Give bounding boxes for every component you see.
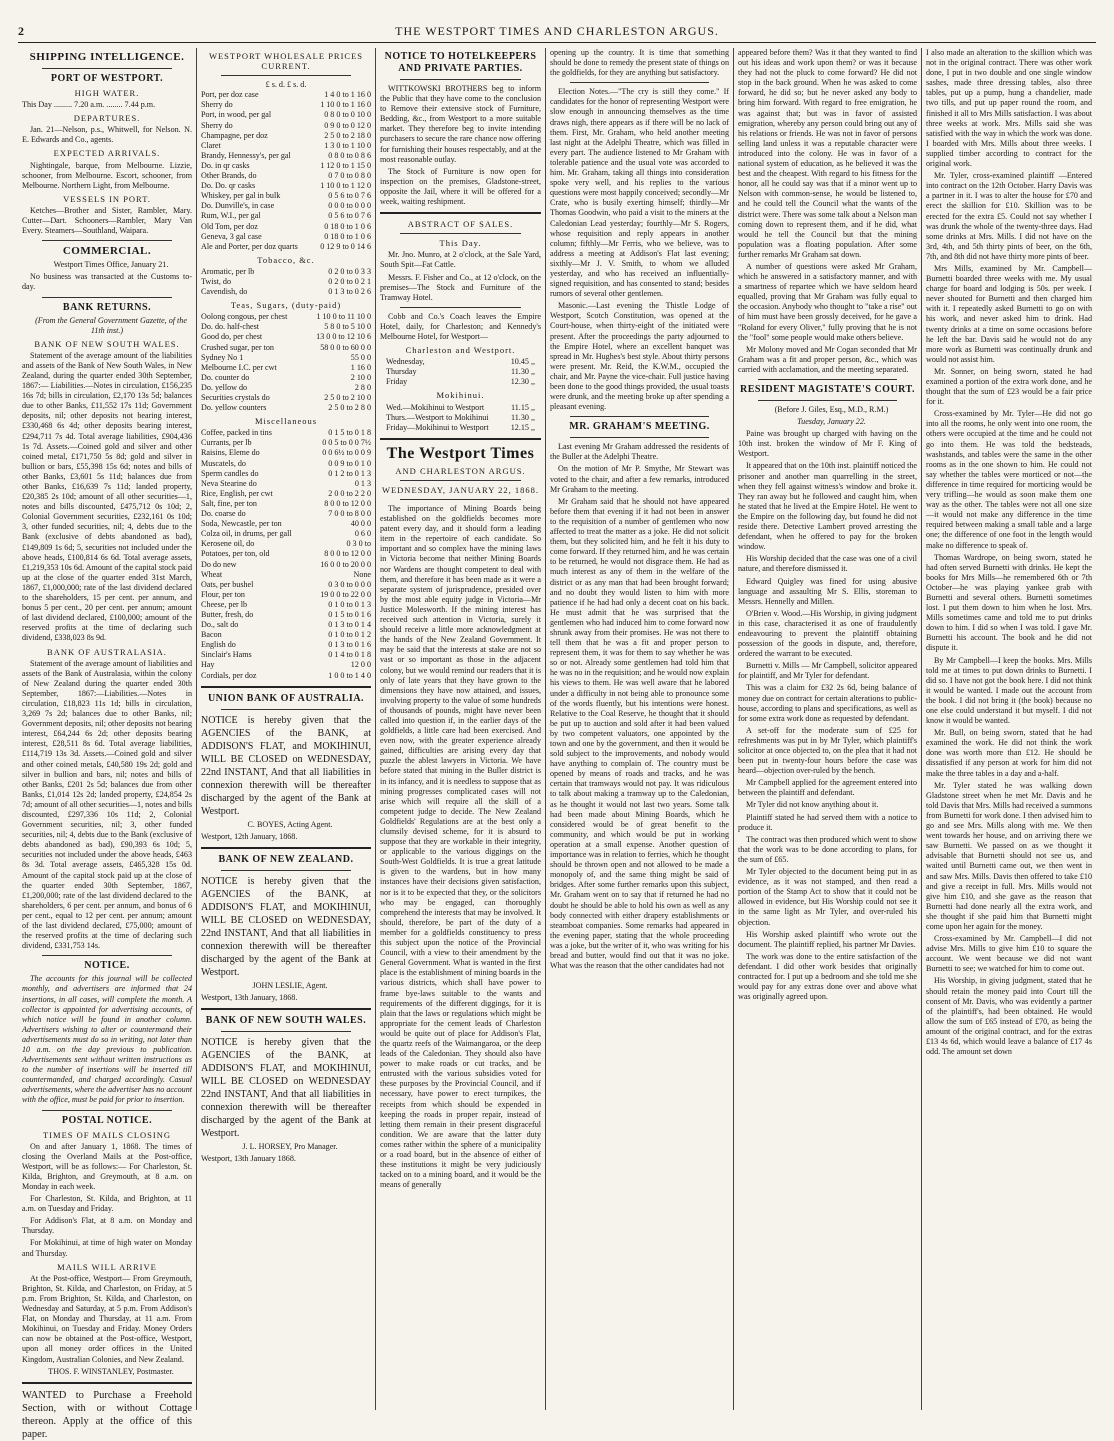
price-value: 0 0 5 to 0 0 7½ <box>322 438 371 448</box>
price-item: Port, per doz case <box>201 90 259 100</box>
commercial-heading: COMMERCIAL. <box>62 245 152 258</box>
price-item: Raisins, Eleme do <box>201 448 260 458</box>
schedule-day: Thurs.—Westport to Mokihinui <box>386 412 489 422</box>
nz-bank-heading: BANK OF NEW ZEALAND. <box>218 853 354 865</box>
price-item: Bacon <box>201 630 222 640</box>
price-value: 2 5 0 to 2 8 0 <box>328 403 371 413</box>
court-heading: RESIDENT MAGISTATE'S COURT. <box>740 384 915 395</box>
testimony-5: Cross-examined by Mr. Tyler—He did not go into all the rooms, he only went into one room, the others were occupied at the time and he could not go into them. He was told the bedsteads, washstands, and tables were the same in the other rooms as in the one shown to him. He could not say whether the tables were morticed or not—the difference in time required for morticing would be very trifling—he would as soon make them one way as the other. The tables were not all one size—it would not make any difference in the time required between making a small table and a large one; the difference of one foot in the length would make no difference to speak of. <box>926 409 1092 550</box>
price-row <box>201 363 371 373</box>
price-item: Do. Dunville's, in case <box>201 201 275 211</box>
price-value: 1 0 0 to 1 4 0 <box>328 670 371 680</box>
price-value: 2 5 0 to 2 18 0 <box>324 130 371 140</box>
schedule-mokihinui <box>380 403 541 433</box>
commercial-date: Westport Times Office, January 21. <box>53 260 169 270</box>
price-item: Oats, per bushel <box>201 579 254 589</box>
price-value: 1 10 0 to 11 10 0 <box>316 312 371 322</box>
price-row <box>201 312 371 322</box>
price-item: Sherry do <box>201 120 233 130</box>
schedule-time: 11.30 ,, <box>511 367 535 377</box>
court-para-10: Mr Tyler did not know anything about it. <box>746 800 879 810</box>
shipping-heading: SHIPPING INTELLIGENCE. <box>29 51 185 63</box>
price-value: 0 8 0 to 0 8 6 <box>328 150 371 160</box>
price-value: 0 1 3 to 0 1 6 <box>328 640 371 650</box>
price-row <box>201 211 371 221</box>
schedule-row <box>380 423 541 433</box>
price-row <box>201 549 371 559</box>
price-item: Coffee, packed in tins <box>201 428 272 438</box>
price-value: 8 0 0 to 12 0 0 <box>324 549 371 559</box>
expected-text: Nightingale, barque, from Melbourne. Lizzie, schooner, from Melbourne. Escort, schooner, from Melbourne. Northern Light, from Melbourne. <box>22 160 192 190</box>
court-para-14: His Worship asked plaintiff who wrote out the document. The plaintiff replied, his partner Mr Davies. <box>738 929 917 949</box>
price-item: Flour, per ton <box>201 589 245 599</box>
this-day-heading: This Day. <box>439 238 482 249</box>
paper-title: The Westport Times <box>386 444 535 462</box>
port-heading: PORT OF WESTPORT. <box>50 73 164 84</box>
vessels-heading: VESSELS IN PORT. <box>63 193 151 204</box>
price-item: Potatoes, per ton, old <box>201 549 270 559</box>
price-item: Good do, per chest <box>201 332 263 342</box>
price-value: 0 12 9 to 0 14 6 <box>320 241 371 251</box>
price-row <box>201 100 371 110</box>
price-item: Securities crystals do <box>201 393 270 402</box>
price-row <box>201 580 371 590</box>
price-value: 1 12 0 to 1 15 0 <box>320 160 371 170</box>
testimony-8: Mr. Bull, on being sworn, stated that he had examined the work. He did not think the work done was worth more than £12. He should be dissatisfied if any person at work for him did not make the three tables in a day and a-half. <box>926 728 1092 778</box>
schedule-row <box>380 413 541 423</box>
price-row <box>201 191 371 201</box>
nsw-bank-heading: BANK OF NEW SOUTH WALES. <box>205 1015 367 1026</box>
price-item: Salt, fine, per ton <box>201 498 257 508</box>
hotelkeepers-notice-2: The Stock of Furniture is now open for inspection on the premises, Gladstone-street, opposite the Jail, where it will be offered for a week, waiting reshipment. <box>380 166 541 207</box>
price-item: Melbourne I.C. per cwt <box>201 362 277 372</box>
price-row <box>201 509 371 519</box>
price-row <box>201 110 371 120</box>
column-6 <box>921 48 1096 1410</box>
australasia-statement: Statement of the average amount of liabilities and assets of the Bank of Australasia, within the colony of New Zealand during the quarter ended 30th September, 1867:—Liabilities.—Notes in circulation, £18,823 11s 1d; bills in circulation, 3,269 7s 2d; balances due to other Banks, nil; Government deposits, nil; other deposits not bearing interest, £64,244 6s 2d; other deposits bearing interest, £28,511 8s 6d. Total average liabilities, £114,719 13s 3d. Assets.—Coined gold and silver and other coined metals, £40,580 19s 2d; gold and silver in bullion and bars, nil; notes and bills of other Banks, £201 2s 5d; balances due from other Banks, £1,014 12s 2d; landed property, £24,854 2s 7d; amount of all other securities—1, notes and bills discounted, £297,336 10s 11d; 2, Colonial Government securities, nil; 3, other funded securities, nil; 4, debts due to the Bank (exclusive of debts abandoned as bad), £90,393 6s 10d; 5, securities not included under the above heads, £463 8s 3d. Total average assets, £465,328 15s 0d. Amount of the capital stock paid up at the close of the quarter ended 30th September, 1867, £1,200,000; rate of the last dividend declared to the shareholders, 6 per cent. per annum, and bonus of 6 per cent., equal to 12 per cent. per annum; amount of the last dividend declared, £75,000; amount of the reserved profits at the time of declaring such dividend, £331,753 14s. <box>22 658 192 951</box>
testimony-10: Cross-examined by Mr. Campbell—I did not advise Mrs. Mills to give him £10 to square the account. We went because we did not want Burnetti to see; we watched for him to come out. <box>926 934 1092 974</box>
abstract-heading: ABSTRACT OF SALES. <box>407 219 514 230</box>
column-4 <box>545 48 733 1410</box>
price-item: Rum, W.I., per gal <box>201 211 261 221</box>
price-item: Brandy, Hennessy's, per gal <box>201 150 291 160</box>
price-value: 2 8 0 <box>354 382 371 392</box>
price-value: 1 10 0 to 1 16 0 <box>320 100 371 110</box>
price-row <box>201 671 371 681</box>
court-para-8: A set-off for the moderate sum of £25 for refreshments was put in by Mr Tyler, which plaintiff's solicitor at once objected to, on the plea that it had not been put in twenty-four hours before the case was heard—objection over-ruled by the bench. <box>738 725 917 776</box>
price-row <box>201 201 371 211</box>
price-row <box>201 620 371 630</box>
price-section-heading: Tobacco, &c. <box>257 254 315 265</box>
price-row <box>201 529 371 539</box>
price-row <box>201 660 371 670</box>
postal-text-2: For Charleston, St. Kilda, and Brighton, at 11 a.m. on Tuesday and Friday. <box>22 1194 192 1214</box>
price-item: Do. Do. qr casks <box>201 181 256 191</box>
price-row <box>201 459 371 469</box>
price-row <box>201 222 371 232</box>
notice-heading: NOTICE. <box>84 960 130 972</box>
hotelkeepers-heading: NOTICE TO HOTELKEEPERS AND PRIVATE PARTIES. <box>384 51 537 74</box>
price-value: 0 0 9 to 0 1 0 <box>328 458 371 468</box>
schedule-time: 11.15 ,, <box>511 402 535 412</box>
price-item: Sinclair's Hams <box>201 650 252 660</box>
price-value: 0 6 0 <box>354 529 371 539</box>
price-item: Muscatels, do <box>201 458 246 468</box>
court-date: Tuesday, January 22. <box>797 417 866 427</box>
price-value: 0 0 6½ to 0 0 9 <box>322 448 371 458</box>
price-row <box>201 469 371 479</box>
price-value: 16 0 0 to 20 0 0 <box>320 559 371 569</box>
expected-heading: EXPECTED ARRIVALS. <box>53 148 161 159</box>
court-para-15: The work was done to the entire satisfaction of the defendant. I did other work besides that originally contracted for. I put up a bedroom and she told me she would pay for any extras done over and above what was originally agreed upon. <box>738 951 917 1002</box>
mails-arrive-heading: MAILS WILL ARRIVE <box>57 1261 157 1272</box>
price-value: 0 2 0 to 0 2 1 <box>328 276 371 286</box>
price-row <box>201 438 371 448</box>
price-value: 0 1 5 to 0 1 6 <box>328 609 371 619</box>
price-value: 0 1 5 to 0 1 8 <box>328 428 371 438</box>
price-item: English do <box>201 640 236 650</box>
price-value: 0 7 0 to 0 8 0 <box>328 171 371 181</box>
price-value: None <box>353 569 371 579</box>
price-row <box>201 403 371 413</box>
price-row <box>201 232 371 242</box>
price-item: Crushed sugar, per ton <box>201 342 274 352</box>
editorial: The importance of Mining Boards being established on the goldfields becomes more patent every day, and it should form a leading item in the repertoire of each candidate. So important and so complex have the mining laws in Victoria become that neither Mining Boards nor Wardens are thought competent to deal with them, and therefore it has been made as it were a separate system of jurisprudence, presided over by the most able equity judge in Victoria—Mr Justice Molesworth. If the mining interest has received such attention in Victoria, surely it should receive a little more acknowledgment at the hands of the New Zealand Government. It may be said that the interests at stake are not so vast or so important as those in the adjacent colony, but we would remind our readers that it is only of late years that they have grown to the dimensions they have now attained, and issues, involving property to the value of some hundreds of thousands of pounds, might have never been called into question if, in the earlier days of the goldfields, a little care had been exercised. And even now, with the greater experience already gained, difficulties are arising every day that puzzle the ablest lawyers in Victoria. We have before stated that mining in the Buller district is in its infancy, and it is needless to suppose that as mining progresses complicated cases will not arise which will require all the skill of a competent judge to decide. The New Zealand Goldfields' Regulations are at the best only a clumsily devised scheme, for it is absurd to suppose that they are workable in their integrity, or applicable to the various diggings on the South-West Goldfields. It is true a great latitude is given to the wardens, but in how many instances have their decisions given satisfaction, nor is it to be expected that they, or the solicitors who may be engaged, can thoroughly comprehend the interests that may be involved. It should, therefore, be part of the duty of a member for a goldfields constituency to press this subject upon the notice of the Provincial Council, with a view to their amendment by the General Government. What is wanted in the first place is the establishment of mining boards in the various districts, which shall have power to frame bye-laws suitable to the wants and requirements of the different diggings, for it is plain that the laws or regulations which might be appropriate for the cement leads of Charleston would be quite out of place for Addison's Flat, the quartz reefs of the Waimangaroa, or the deep leads of the Caledonian. They should also have power to make roads or cut tracks, and be entrusted with the various subsidies voted for these purposes by the Provincial Council, and if necessary, have power to erect turnpikes, the receipts from which should be expended in keeping the roads in proper repair, instead of letting them remain in their present disgraceful condition. We are aware that the latter duty comes rather within the sphere of a municipality or a road board, but in the absence of either of these institutions it might be very judiciously tacked on to a mining board, and it would be the means of generally <box>380 504 541 1190</box>
union-bank-date: Westport, 12th January, 1868. <box>201 831 298 841</box>
price-item: Do do new <box>201 559 237 569</box>
testimony-1: I also made an alteration to the skillion which was not in the original contract. There was other work done, I put in two double and one single window sashes, made three dressing tables, also three tables, put up a pump, hung a chandelier, made two tills, and put up paper round the room, and finished it all to Mrs Mills satisfaction. I was about three weeks at work. Mrs. Mills said she was satisfied with the way in which the work was done. I boarded with Mrs. Mills about three weeks. I supplied timber according to contract for the original work. <box>926 48 1092 169</box>
schedule-day: Wednesday, <box>386 357 425 367</box>
testimony-4: Mr. Sonner, on being sworn, stated he had examined a portion of the extra work done, and he thought that the sum of £23 would be a fair price for it. <box>926 366 1092 407</box>
court-para-7: This was a claim for £32 2s 6d, being balance of money due on contract for certain alterations to public-house, according to plans and specifications, as well as for some extra work done as requested by defendant. <box>738 683 917 723</box>
price-item: Butter, fresh, do <box>201 609 254 619</box>
price-value: 0 9 0 to 0 12 0 <box>324 120 371 130</box>
paper-subtitle: AND CHARLESTON ARGUS. <box>395 465 526 476</box>
nsw-bank-notice: NOTICE is hereby given that the AGENCIES of the BANK, at ADDISON'S FLAT, and MOKIHINUI, WILL BE CLOSED on WEDNESDAY 22nd INSTANT, And that all liabilities in connexion therewith will be thereafter discharged by the agent of the Bank at Westport. <box>201 1037 371 1139</box>
nsw-bank-sign: J. L. HORSEY, Pro Manager. <box>242 1142 338 1151</box>
court-para-6: Burnetti v. Mills — Mr Campbell, solicitor appeared for plaintiff, and Mr Tyler for defendant. <box>738 661 917 681</box>
testimony-9: Mr. Tyler stated he was walking down Gladstone street when he met Mr. Davis and he told Davis that Mrs. Mills had received a summons from Burnetti for work done. I then advised him to go and see Mrs. Mills along with me. We then went towards her house, and on arriving there we saw Burnetti. We passed on as we thought it advisable that Burnetti should not see us, and waited until Burnetti came out, we then went in and saw Mrs. Mills. Davis then offered to take £10 and give a receipt in full. Mrs. Mills would not give him £10, and she gave as the reason that Burnetti had done nearly all the extra work, and she thought if she paid him that Burnetti might come upon her again for the money. <box>926 780 1092 931</box>
price-item: Do. in qr casks <box>201 160 250 170</box>
union-bank-notice: NOTICE is hereby given that the AGENCIES of the BANK, at ADDISON'S FLAT, and MOKIHINUI, WILL BE CLOSED on WEDNESDAY, 22nd INSTANT, And that all liabilities in connexion therewith will be thereafter discharged by the agent of the Bank at Westport. <box>201 714 371 817</box>
column-2 <box>196 48 375 1410</box>
postmaster-sign: THOS. F. WINSTANLEY, Postmaster. <box>48 1366 174 1376</box>
price-row <box>201 650 371 660</box>
currency-header: £ s. d. £ s. d. <box>265 80 307 90</box>
motion-para: Mr Molony moved and Mr Cogan seconded that Mr Graham was a fit and proper person, &c., which was carried with acclamation, and the meeting separated. <box>738 344 917 374</box>
sale-2: Messrs. F. Fisher and Co., at 12 o'clock, on the premises—The Stock and Furniture of the Tramway Hotel. <box>380 272 541 302</box>
price-value: 1 3 0 to 1 10 0 <box>324 140 371 150</box>
price-row <box>201 267 371 277</box>
column-3 <box>375 48 545 1410</box>
tide-times: This Day ......... 7.20 a.m. ........ 7.44 p.m. <box>22 100 156 110</box>
postal-text-1: On and after January 1, 1868. The times of closing the Overland Mails at the Post-office, Westport, will be as follows:— For Charleston, St. Kilda, Brighton, and Greymouth, at 8 a.m. on Monday in each week. <box>22 1141 192 1191</box>
price-row <box>201 171 371 181</box>
prices-heading: WESTPORT WHOLESALE PRICES CURRENT. <box>208 51 364 72</box>
arrive-text: At the Post-office, Westport— From Greymouth, Brighton, St. Kilda, and Charleston, on Friday, at 5 p.m. From Brighton, St. Kilda, and Charleston, on Wednesday and Saturday, at 5 p.m. From Addison's Flat, on Monday and Thursday, at 11 a.m. From Mokihinui, on Tuesday and Friday. Money Orders can now be obtained at the Post-office, Westport, upon all money order offices in the United Kingdom, Australian Colonies, and New Zealand. <box>22 1273 192 1364</box>
price-item: Do. yellow counters <box>201 403 267 413</box>
price-row <box>201 640 371 650</box>
sale-1: Mr. Jno. Munro, at 2 o'clock, at the Sale Yard, South Spit—Fat Cattle. <box>380 250 541 270</box>
price-row <box>201 151 371 161</box>
price-item: Cordials, per doz <box>201 670 257 680</box>
union-bank-heading: UNION BANK OF AUSTRALIA. <box>207 692 365 704</box>
price-row <box>201 448 371 458</box>
meeting-para-3: Mr Graham said that he should not have appeared before them that evening if it had not been in answer to the requisition of a number of gentlemen who now affected to treat the matter as a joke. He did not solicit them, but they solicited him, and he felt it his duty to come forward. If they returned him, and he was certain to be returned, he would not disgrace them. He had as much interest as any of them in the welfare of the district or as any man that had been brought forward; and no doubt they would listen to him with more patience if he had had only a decent coat on his back. He must admit that he was surprised that the gentlemen who had induced him to come forward now shrunk away from their promises. He was not there to tell them that he was a fit and proper person to represent them, it was for them to say whether he was so or not. Already some gentlemen had told him that he was no in the requisition; and he would now explain his views to them. He was well aware that he labored under a difficulty in not being able to pronounce some of the words fluently, but his intentions were honest. Relative to the Coal Reserve, he thought that it should be put up to auction and sold after it had been valued by two competent valuators, one appointed by the town and one by the government, and then it would be sold subject to the improvements, and nobody would have anything to complain of. The country must be opened by means of roads and tracks, and he was certain that tramways would not pay. It was ridiculous to talk about making a tramway up to the Caledonian, as he thought it would not last two years. Some talk had been made about Mining Boards, which he considered would be of great benefit to the community, and which would be put in working operation at a small expense. Another question of importance was in relation to ferries, which he thought should be thrown open and not allowed to be made a monopoly of, and the same thing might be said of bridges. After some further remarks upon this subject, Mr. Graham went on to say that if returned he had no doubt he should be able to hold his own as well as any body connected with either drapery establishments or steamboat companies. Some remarks had appeared in the evening paper, stating that the whole proceeding was a joke, but the writer of it, who was writing for his bread and butter, would find out that it was no joke. What was the reason that the other candidates had not <box>550 496 729 971</box>
price-row <box>201 560 371 570</box>
price-value: 0 18 0 to 1 0 6 <box>324 221 371 231</box>
price-row <box>201 181 371 191</box>
price-value: 1 4 0 to 1 16 0 <box>324 90 371 100</box>
price-item: Geneva, 3 gal case <box>201 231 262 241</box>
price-item: Hay <box>201 660 215 670</box>
price-row <box>201 242 371 252</box>
price-row <box>201 610 371 620</box>
nz-bank-notice: NOTICE is hereby given that the AGENCIES of the BANK, at ADDISON'S FLAT, and MOKIHINUI, WILL BE CLOSED on WEDNESDAY, 22nd INSTANT, And that all liabilities in connexion therewith will be thereafter discharged by the agent of the Bank at Westport. <box>201 875 371 978</box>
price-row <box>201 499 371 509</box>
price-value: 0 18 0 to 1 0 6 <box>324 231 371 241</box>
price-item: Sperm candles do <box>201 468 259 478</box>
nsw-statement: Statement of the average amount of the liabilities and assets of the Bank of New South Wales, in New Zealand, during the quarter ended 30th September, 1867:— Liabilities.—Notes in circulation, £156,235 16s 7d; bills in circulation, £2,170 13s 5d; balances due to other Banks, £11,552 17s 11d; Government deposits, nil; other deposits not bearing interest, £330,468 6s 4d; other deposits bearing interest, £294,711 7s 4d. Total average liabilities, £904,436 1s 7d. Assets.—Coined gold and silver and other coined metal, £171,750 5s 8d; gold and silver in bullion or bars, £55,398 15s 6d; notes and bills of other Banks, £3,601 5s 11d; balances due from other Banks, £16,639 7s 11d; landed property, £20,385 2s 10d; amount of all other securities—1, notes and bills discounted, £475,712 0s 10d; 2, Colonial Government securities, £232,161 0s 10d; 3, other funded securities, nil; 4, debts due to the Bank (exclusive of debts abandoned as bad), £149,809 1s 6d; 5, securities not included under the above heads, £100,814 6s 6d. Total average assets, £1,219,353 10s 6d. Amount of the capital stock paid up at the close of the quarter ended 31st March, 1867, £1,000,000; rate of the last dividend declared to the shareholders, 15 per cent. per annum, and bonus 5 per cent., 20 per cent. per annum; amount of last dividend declared, £100,000; amount of the reserved profits at the time of declaring such dividend, £338,023 8s 9d. <box>22 350 192 643</box>
price-item: Champagne, per doz <box>201 130 268 140</box>
price-value: 5 8 0 to 5 10 0 <box>324 322 371 332</box>
price-value: 2 5 0 to 2 10 0 <box>324 393 371 402</box>
price-item: Do. coarse do <box>201 509 246 519</box>
meeting-continued: appeared before them? Was it that they wanted to find out his ideas and work upon them? or was it because they had not the pluck to come forward? He did not stop in the back ground. When he was asked to come forward, he did so; but he never asked any body to bring him forward. With regard to free emigration, he was against that; but was in favor of assisted emigration, whereby any person could bring out any of his relations or friends. He was not in favor of persons selling land unless it was a reputable character were introduced into the colony. He was in favor of a national system of education, as he believed it was the best and the cheapest. With regard to his fitness for the honor, all he could say was that if a minor went up to Nelson with common-sense, he would be listened to, and he could tell the Council what the wants of the district were. There was some talk about a Nelson man coming down to represent them, and if he did, what would he tell the Council but that the mining population was a floating population. After some further remarks Mr Graham sat down. <box>738 48 917 259</box>
price-value: 8 0 0 to 12 0 0 <box>324 498 371 508</box>
schedule-day: Thursday <box>386 367 417 377</box>
page-number: 2 <box>18 24 25 38</box>
schedule-day: Friday—Mokihinui to Westport <box>386 422 489 432</box>
court-para-4: Edward Quigley was fined for using abusive language and assaulting Mr S. Ellis, storeman to Messrs. Hennelly and Millen. <box>738 576 917 606</box>
vessels-text: Ketches—Brother and Sister, Rambler, Mary. Cutter—Dart. Schooners—Rambler, Mary Van Every. Steamers—Southland, Waipara. <box>22 205 192 236</box>
testimony-3: Mrs Mills, examined by Mr. Campbell—Burnetti boarded three weeks with me. My usual charge for board and lodging is 50s. per week. I never shouted for Burnetti and then charged him with it. I repeatedly asked Burnetti to go on with his work, and never asked him to drink. Had twenty drinks at a time on some occasions before he left the bar. Davis said he would not do any more work as Burnetti was continually drunk and would not assist him. <box>926 263 1092 364</box>
price-value: 0 5 6 to 0 7 6 <box>328 211 371 221</box>
coach-notice: Cobb and Co.'s Coach leaves the Empire Hotel, daily, for Charleston; and Kennedy's Melbourne Hotel, for Westport— <box>380 311 541 341</box>
postal-text-3: For Addison's Flat, at 8 a.m. on Monday and Thursday. <box>22 1216 192 1236</box>
testimony-2: Mr. Tyler, cross-examined plaintiff —Entered into contract on the 12th October. Harry Davis was a partner in it. I was to alter the house for £70 and erect the skillion for £10. Skillion was to be erected for the extra £5. Could not say whether I was drunk the whole of the twenty-three days. Had some drinks at Mrs. Mills. I did not have on the 3rd, 4th, and 5th thirty pints of beer, on the 6th, 7th, and 8th did not have thirty more pints of beer. <box>926 171 1092 261</box>
testimony-7: By Mr Campbell—I keep the books. Mrs. Mills told me at times to put down drinks to Burnetti. I did so. I have not got the book here. I did not think it would be wanted. I made out the account from the book. I did not bring it (the book) because no one else could understand it but myself. I did not know it would be wanted. <box>926 655 1092 726</box>
notice-text: The accounts for this journal will be collected monthly, and advertisers are informed that 24 insertions, in all cases, will complete the month. A collector is appointed for advertising accounts, of which notice will be found in another column. Advertisers wishing to alter or countermand their advertisements must do so in writing, not later than 10 a.m. on the day previous to publication. Advertisements sent without written instructions as to the number of insertions will be inserted till countermanded, and charged accordingly. Casual advertisements, where the advertiser has no account with the office, must be paid for prior to insertion. <box>22 974 192 1105</box>
price-item: Other Brands, do <box>201 171 257 181</box>
nsw-heading: BANK OF NEW SOUTH WALES. <box>34 338 180 349</box>
bank-source: (From the General Government Gazette, of the 11th inst.) <box>35 315 187 335</box>
schedule-row <box>380 403 541 413</box>
price-item: Do. yellow do <box>201 382 248 392</box>
court-para-3: His Worship decided that the case was one of a civil nature, and therefore dismissed it. <box>738 554 917 574</box>
court-para-2: It appeared that on the 10th inst. plaintiff noticed the prisoner and another man quarrelling in the street, when they fell against witness's window and broke it. They ran away but he followed and caught him, when he stated that he lived at the Empire Hotel. He went to the Empire on the following day, but found he did not reside there. Detective Lambert proved arresting the defendant, when he offered to pay for the broken window. <box>738 461 917 552</box>
court-para-1: Paine was brought up charged with having on the 10th inst. broken the window of Mr F. King of Westport. <box>738 429 917 459</box>
price-row <box>201 161 371 171</box>
nz-bank-sign: JOHN LESLIE, Agent. <box>252 980 328 990</box>
price-item: Sydney No 1 <box>201 352 244 362</box>
price-row <box>201 141 371 151</box>
route-2-heading: Mokihinui. <box>436 390 485 401</box>
postal-text-4: For Mokihinui, at time of high water on Monday and Thursday. <box>22 1238 192 1258</box>
price-section-heading: Miscellaneous <box>254 416 318 427</box>
meeting-para-2: On the motion of Mr P. Smythe, Mr Stewart was voted to the chair, and after a few remarks, introduced Mr Graham to the meeting. <box>550 464 729 494</box>
australasia-heading: BANK OF AUSTRALASIA. <box>47 646 167 657</box>
union-bank-sign: C. BOYES, Acting Agent. <box>247 819 333 829</box>
masthead <box>18 22 1096 43</box>
commercial-text: No business was transacted at the Customs to-day. <box>22 272 192 292</box>
court-para-9: Mr Campbell applied for the agreement entered into between the plaintiff and defendant. <box>738 778 917 798</box>
price-row <box>201 630 371 640</box>
price-value: 2 0 0 to 2 2 0 <box>328 488 371 498</box>
meeting-para-1: Last evening Mr Graham addressed the residents of the Buller at the Adelphi Theatre. <box>550 442 729 462</box>
nsw-bank-date: Westport, 13th January 1868. <box>201 1154 296 1164</box>
price-item: Do., salt do <box>201 620 239 630</box>
price-item: Whiskey, per gal in bulk <box>201 191 281 201</box>
price-value: 55 0 0 <box>350 352 371 362</box>
schedule-row <box>380 357 541 367</box>
price-value: 7 0 0 to 8 0 0 <box>328 509 371 519</box>
graham-meeting-heading: MR. GRAHAM'S MEETING. <box>569 421 710 433</box>
price-item: Cavendish, do <box>201 287 248 297</box>
price-value: 2 10 0 <box>350 372 371 382</box>
court-para-11: Plaintiff stated he had served them with a notice to produce it. <box>738 812 917 832</box>
schedule-day: Friday <box>386 377 408 387</box>
price-item: Aromatic, per lb <box>201 266 255 276</box>
price-value: 12 0 0 <box>350 660 371 670</box>
mails-closing-heading: TIMES OF MAILS CLOSING <box>42 1129 172 1140</box>
price-row <box>201 570 371 580</box>
departures-heading: DEPARTURES. <box>73 113 141 124</box>
testimony-11: His Worship, in giving judgment, stated that he should retain the money paid into Court till the consent of Mr. Davis, who was evidently a partner of the plaintiff's, had been obtained. He would allow the sum of £65 instead of £70, as being the amount of the original contract, and for the extras £13 4s 6d, which would leave a balance of £17 4s odd. The amount set down <box>926 976 1092 1057</box>
price-item: Claret <box>201 140 221 150</box>
price-item: Wheat <box>201 569 223 579</box>
price-item: Do. counter do <box>201 372 250 382</box>
price-value: 0 1 3 to 0 1 4 <box>328 620 371 630</box>
nz-bank-date: Westport, 13th January, 1868. <box>201 992 298 1002</box>
price-row <box>201 489 371 499</box>
hotelkeepers-notice-1: WITTKOWSKI BROTHERS beg to inform the Public that they have come to the conclusion to Remove their extensive stock of Furniture, Bedding, &c., from Westport to a more suitable market. They therefore beg to invite intending purchasers to secure the rare chance now offering for furnishing their houses respectably, and at the most reasonable outlay. <box>380 84 541 164</box>
price-row <box>201 353 371 363</box>
price-item: Neva Stearine do <box>201 478 257 488</box>
schedule-time: 11.30 ,, <box>511 412 535 422</box>
departures-text: Jan. 21—Nelson, p.s., Whitwell, for Nelson. N. E. Edwards and Co., agents. <box>22 125 192 145</box>
questions-para: A number of questions were asked Mr Graham, which he answered in a satisfactory manner, and with a smartness of repartee which we have seldom heard equalled, proving that Mr Graham was fully equal to the occasion. Anybody who thought to "take a rise" out of him must have been grossly deceived, for he gave a "Roland for every Oliver," fully proving that he is not the "fool" some people would make others believe. <box>738 261 917 342</box>
price-value: 0 8 0 to 0 10 0 <box>324 110 371 120</box>
editorial-continued: opening up the country. It is time that something should be done to remedy the present state of things on the goldfields, for they are anything but satisfactory. <box>550 48 729 78</box>
price-row <box>201 121 371 131</box>
high-water-heading: HIGH WATER. <box>74 88 140 98</box>
schedule-time: 12.30 ,, <box>510 377 535 387</box>
price-value: 0 1 0 to 0 1 2 <box>328 630 371 640</box>
price-item: Cheese, per lb <box>201 599 248 609</box>
price-value: 0 1 2 to 0 1 3 <box>328 468 371 478</box>
price-value: 40 0 0 <box>350 519 371 529</box>
price-section-heading: Teas, Sugars, (duty-paid) <box>230 300 342 311</box>
price-row <box>201 90 371 100</box>
price-row <box>201 539 371 549</box>
price-item: Rice, English, per cwt <box>201 488 273 498</box>
schedule-day: Wed.—Mokihinui to Westport <box>386 402 485 412</box>
price-row <box>201 428 371 438</box>
price-item: Old Tom, per doz <box>201 221 258 231</box>
price-value: 0 1 4 to 0 1 8 <box>328 650 371 660</box>
price-row <box>201 332 371 342</box>
court-para-12: The contract was then produced which went to show that the work was to be done according to plans, for the sum of £65. <box>738 834 917 864</box>
price-value: 58 0 0 to 60 0 0 <box>320 342 371 352</box>
price-value: 13 0 0 to 12 10 6 <box>316 332 371 342</box>
price-list <box>201 90 371 680</box>
election-notes: Election Notes.—"The cry is still they come." If candidates for the honor of representing Westport were slow enough in announcing themselves as the time draws nigh, there appears as if there will be no lack of them. First, Mr. Graham, who held another meeting last night at the Adelphi Theatre, which was filled in every part. The audience listened to Mr Graham with tolerable patience and the usual vote was accorded to him. Mr. Graham, taking all things into consideration spoke very well, and his replies to the various questions were most happily conceived; secondly—Mr Crate, who is busily exerting himself; thirdly—Mr Thomas Goodwin, who paid a visit to the miners at the Caledonian Lead yesterday; fourthly—Mr S. Rogers, whose requisition and reply appears in another column; fifthly—Mr Ferris, who we believe, was to address a meeting at Addison's Flat last evening; sixthly—Mr J. V. Smith, to whom we alluded yesterday, and who has received an influentially-signed requisition, and has consented to stand; besides rumors of several other gentlemen. <box>550 87 729 299</box>
schedule-row <box>380 367 541 377</box>
price-item: Do. do. half-chest <box>201 322 259 332</box>
price-value: 0 1 0 to 0 1 3 <box>328 599 371 609</box>
newspaper-title: THE WESTPORT TIMES AND CHARLESTON ARGUS. <box>395 24 719 38</box>
schedule-time: 12.15 ,, <box>510 422 535 432</box>
column-5 <box>733 48 921 1410</box>
court-para-13: Mr Tyler objected to the document being put in as evidence, as it was not stamped, and then read a portion of the Stamp Act to show that it could not be allowed in evidence, but His Worship could not see it in the same light as Mr Tyler, and over-ruled his objection. <box>738 867 917 927</box>
court-para-5: O'Brien v. Wood.—His Worship, in giving judgment in this case, characterised it as one of fraudulently endeavouring to prevent the plaintiff obtaining possession of the goods in dispute, and, therefore, ordered the warrant to be executed. <box>738 608 917 659</box>
price-value: 0 3 0 to <box>346 539 371 549</box>
price-value: 1 10 0 to 1 12 0 <box>320 181 371 191</box>
schedule-row <box>380 377 541 387</box>
price-row <box>201 600 371 610</box>
column-1 <box>18 48 196 1440</box>
price-row <box>201 277 371 287</box>
price-item: Kerosene oil, do <box>201 539 255 549</box>
price-value: 0 5 6 to 0 7 6 <box>328 191 371 201</box>
price-row <box>201 343 371 353</box>
price-item: Twist, do <box>201 276 232 286</box>
price-row <box>201 393 371 403</box>
price-item: Soda, Newcastle, per ton <box>201 519 282 529</box>
postal-heading: POSTAL NOTICE. <box>61 1114 153 1126</box>
price-value: 0 0 0 to 0 0 0 <box>328 201 371 211</box>
price-item: Port, in wood, per gal <box>201 110 272 120</box>
price-item: Colza oil, in drums, per gall <box>201 529 292 539</box>
price-row <box>201 322 371 332</box>
price-item: Oolong congous, per chest <box>201 312 288 322</box>
testimony-6: Thomas Wardrope, on being sworn, stated he had often served Burnetti with drinks. He kept the books for Mrs Mills—he remembered 6th or 7th October—he was playing yankee grab with Burnetti and several others. Burnetti sometimes lost. I put them down to him when he lost. Mrs. Mills sometimes came and told me to put drinks down to him. I did so when I was told. I gave Mr. Burnetti his account. The book and he did not dispute it. <box>926 552 1092 653</box>
price-value: 19 0 0 to 22 0 0 <box>320 589 371 599</box>
price-item: Ale and Porter, per doz quarts <box>201 241 298 251</box>
court-before: (Before J. Giles, Esq., M.D., R.M.) <box>774 405 889 414</box>
masonic-note: Masonic.—Last evening the Thistle Lodge of Westport, Scotch Constitution, was opened at the Court-house, when thirty-eight of the initiated were present. After the proceedings the party adjourned to the Empire Hotel, where an excellent banquet was spread in Mr. Hughes's best style. About thirty persons were present. Mr. Reid, the K.W.M., occupied the chair, and Mr. Payne the vice-chair. Full justice having been done to the good things provided, the usual toasts were drunk, and the meeting broke up after spending a pleasant evening. <box>550 301 729 412</box>
price-value: 0 3 0 to 0 0 0 <box>328 579 371 589</box>
price-value: 0 1 3 to 0 2 6 <box>328 287 371 297</box>
route-1-heading: Charleston and Westport. <box>405 345 516 356</box>
price-row <box>201 373 371 383</box>
price-row <box>201 479 371 489</box>
price-row <box>201 383 371 393</box>
schedule-charleston <box>380 357 541 387</box>
price-value: 0 1 3 <box>354 478 371 488</box>
price-row <box>201 131 371 141</box>
price-value: 1 16 0 <box>350 362 371 372</box>
price-row <box>201 590 371 600</box>
wanted-ad: WANTED to Purchase a Freehold Section, with or without Cottage thereon. Apply at the office of this paper. <box>22 1389 192 1440</box>
price-row <box>201 287 371 297</box>
bank-returns-heading: BANK RETURNS. <box>62 301 152 313</box>
paper-date: WEDNESDAY, JANUARY 22, 1868. <box>381 484 540 495</box>
price-item: Sherry do <box>201 100 233 110</box>
price-value: 0 2 0 to 0 3 3 <box>328 266 371 276</box>
price-row <box>201 519 371 529</box>
price-item: Currants, per lb <box>201 438 252 448</box>
schedule-time: 10.45 ,, <box>510 357 535 367</box>
